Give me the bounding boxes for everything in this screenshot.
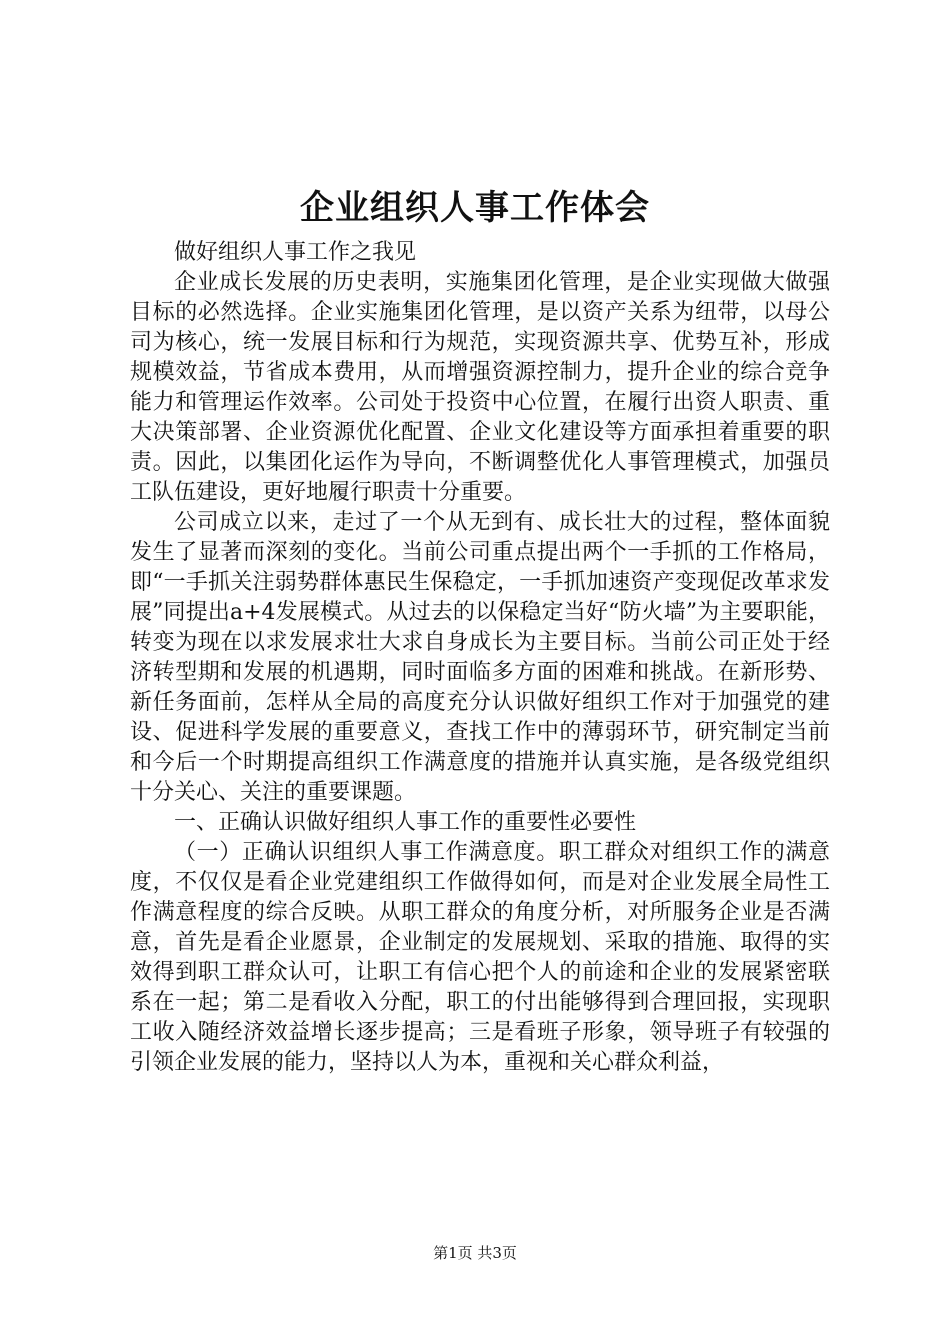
section-heading: 一、正确认识做好组织人事工作的重要性必要性	[174, 810, 637, 835]
body-paragraph: 公司成立以来，走过了一个从无到有、成长壮大的过程，整体面貌发生了显著而深刻的变化。当前公司重点提出两个一手抓的工作格局，即“一手抓关注弱势群体惠民生保稳定，一手抓加速资产变现促改革求发展”同提出a+4发展模式。从过去的以保稳定当好“防火墙”为主要职能，转变为现在以求发展求壮大求自身成长为主要目标。当前公司正处于经济转型期和发展的机遇期，同时面临多方面的困难和挑战。在新形势、新任务面前，怎样从全局的高度充分认识做好组织工作对于加强党的建设、促进科学发展的重要意义，查找工作中的薄弱环节，研究制定当前和今后一个时期提高组织工作满意度的措施并认真实施，是各级党组织十分关心、关注的重要课题。	[130, 510, 830, 805]
document-body	[130, 238, 830, 1078]
body-paragraph: （一）正确认识组织人事工作满意度。职工群众对组织工作的满意度，不仅仅是看企业党建组织工作做得如何，而是对企业发展全局性工作满意程度的综合反映。从职工群众的角度分析，对所服务企业是否满意，首先是看企业愿景，企业制定的发展规划、采取的措施、取得的实效得到职工群众认可，让职工有信心把个人的前途和企业的发展紧密联系在一起；第二是看收入分配，职工的付出能够得到合理回报，实现职工收入随经济效益增长逐步提高；三是看班子形象，领导班子有较强的引领企业发展的能力，坚持以人为本，重视和关心群众利益，	[130, 840, 830, 1075]
subtitle-line: 做好组织人事工作之我见	[174, 240, 417, 265]
page-title: 企业组织人事工作体会	[300, 188, 650, 228]
body-paragraph: 企业成长发展的历史表明，实施集团化管理，是企业实现做大做强目标的必然选择。企业实施集团化管理，是以资产关系为纽带，以母公司为核心，统一发展目标和行为规范，实现资源共享、优势互补，形成规模效益，节省成本费用，从而增强资源控制力，提升企业的综合竞争能力和管理运作效率。公司处于投资中心位置，在履行出资人职责、重大决策部署、企业资源优化配置、企业文化建设等方面承担着重要的职责。因此，以集团化运作为导向，不断调整优化人事管理模式，加强员工队伍建设，更好地履行职责十分重要。	[130, 270, 830, 505]
page-footer: 第1页 共3页	[433, 1244, 517, 1262]
